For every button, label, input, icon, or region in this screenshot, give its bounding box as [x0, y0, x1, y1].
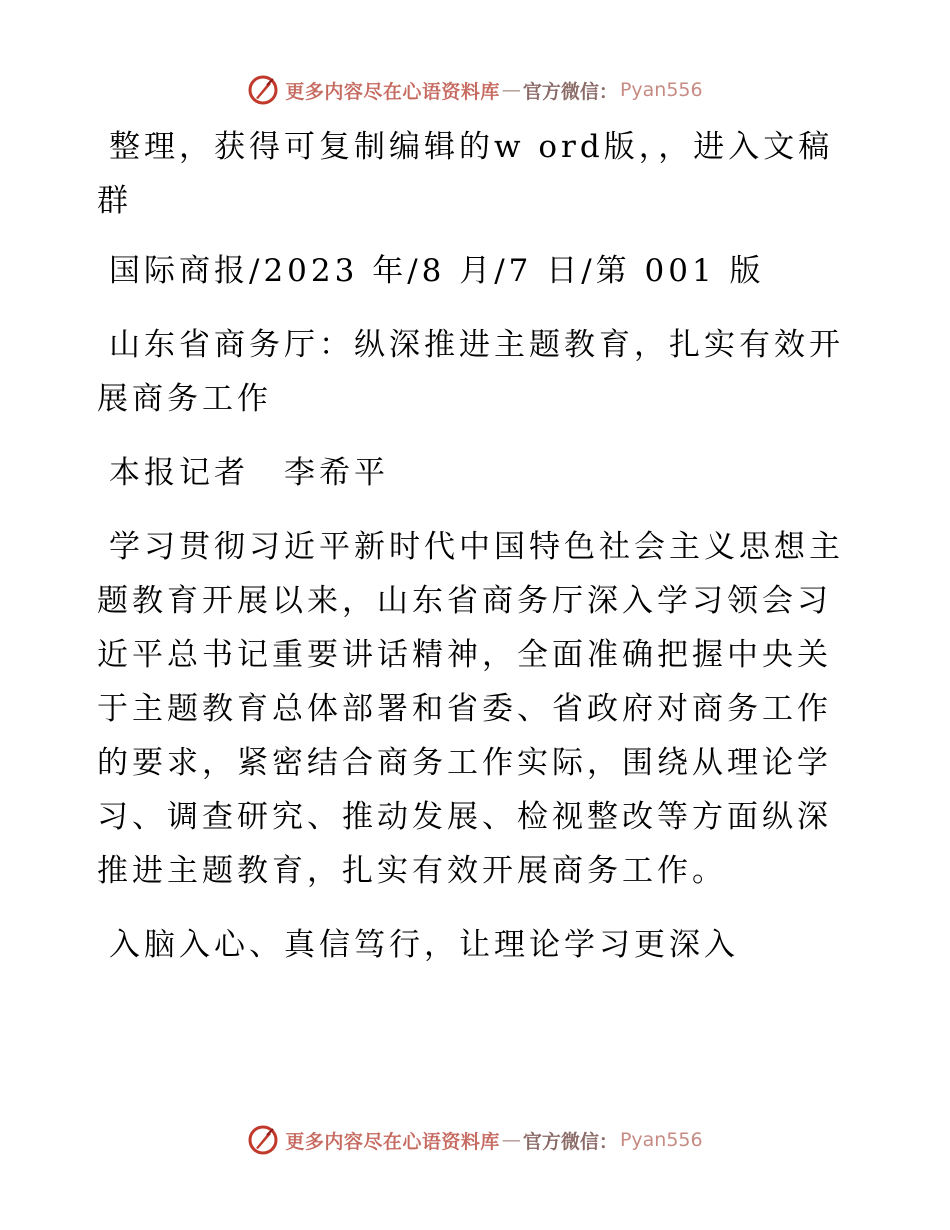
document-body — [97, 120, 857, 992]
watermark-handle: Pyan556 — [619, 79, 703, 101]
watermark-brand: 更多内容尽在心语资料库 — [285, 80, 500, 103]
watermark-dash: — — [501, 1129, 521, 1151]
watermark-wechat-label: 官方微信： — [522, 80, 618, 103]
quill-logo-icon — [247, 74, 279, 106]
header-watermark — [0, 70, 950, 110]
byline: 本报记者 李希平 — [109, 455, 389, 491]
source-line: 国际商报/2023 年/8 月/7 日/第 001 版 — [109, 253, 765, 289]
watermark-dash: — — [501, 79, 521, 101]
body-paragraph: 学习贯彻习近平新时代中国特色社会主义思想主题教育开展以来，山东省商务厅深入学习领会习近平总书记重要讲话精神，全面准确把握中央关于主题教育总体部署和省委、省政府对商务工作的要求，紧密结合商务工作实际，围绕从理论学习、调查研究、推动发展、检视整改等方面纵深推进主题教育，扎实有效开展商务工作。 — [97, 529, 844, 889]
intro-note: 整理，获得可复制编辑的w ord版，，进入文稿群 — [97, 129, 834, 219]
quill-logo-icon — [247, 1124, 279, 1156]
watermark-brand: 更多内容尽在心语资料库 — [285, 1130, 500, 1153]
footer-watermark — [0, 1120, 950, 1160]
watermark-wechat-label: 官方微信： — [522, 1130, 618, 1153]
watermark-handle: Pyan556 — [619, 1129, 703, 1151]
section-heading: 入脑入心、真信笃行，让理论学习更深入 — [109, 927, 739, 963]
article-title: 山东省商务厅：纵深推进主题教育，扎实有效开展商务工作 — [97, 327, 844, 417]
